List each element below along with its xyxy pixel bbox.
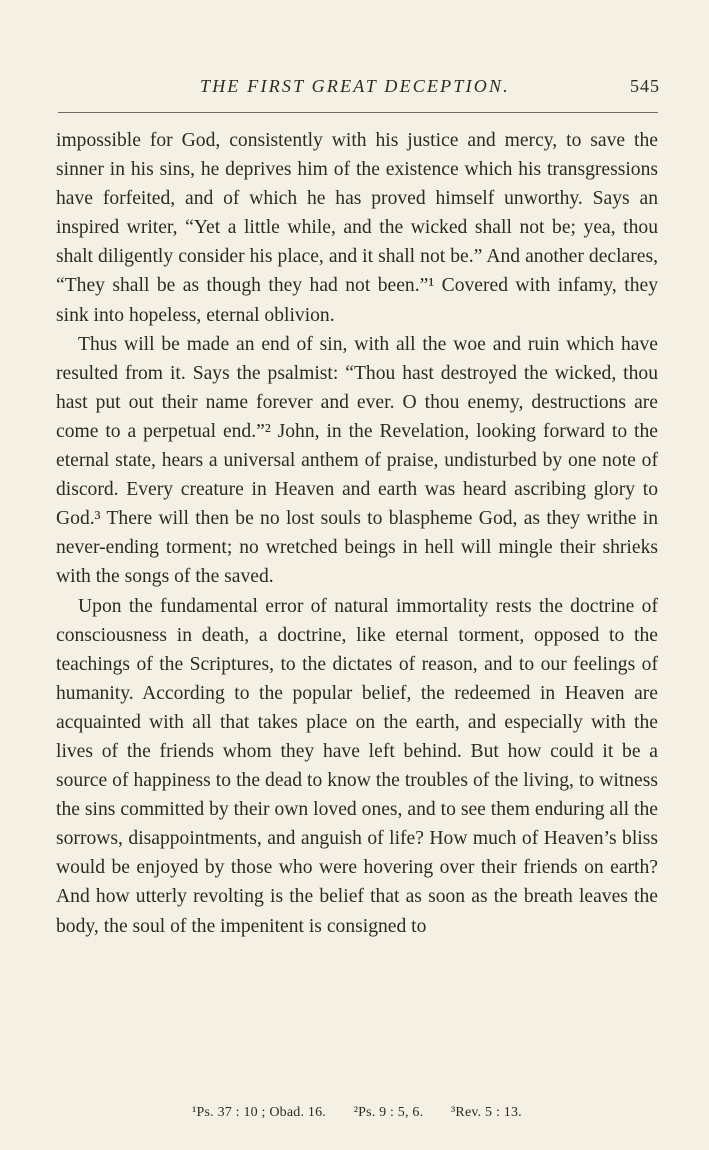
- paragraph-2: Thus will be made an end of sin, with all the woe and ruin which have resulted from it. Says the psalmist: “Thou hast destroyed the wicked, thou hast put out their name forever and ever. O thou enemy, destructions are come to a perpetual end.”² John, in the Revelation, looking forward to the eternal state, hears a universal anthem of praise, undisturbed by one note of discord. Every creature in Heaven and earth was heard ascribing glory to God.³ There will then be no lost souls to blaspheme God, as they writhe in never-ending torment; no wretched beings in hell will mingle their shrieks with the songs of the saved.: [56, 333, 658, 588]
- header-rule: [58, 112, 658, 113]
- body-text: [56, 126, 658, 941]
- footnote-2: ²Ps. 9 : 5, 6.: [353, 1105, 424, 1120]
- footnote-1: ¹Ps. 37 : 10 ; Obad. 16.: [192, 1105, 326, 1120]
- page-number: 545: [630, 76, 660, 96]
- paragraph-1: impossible for God, consistently with his justice and mercy, to save the sinner in his sins, he deprives him of the existence which his transgressions have forfeited, and of which he has proved himself unworthy. Says an inspired writer, “Yet a little while, and the wicked shall not be; yea, thou shalt diligently consider his place, and it shall not be.” And another declares, “They shall be as though they had not been.”¹ Covered with infamy, they sink into hopeless, eternal oblivion.: [56, 130, 658, 326]
- paragraph-3: Upon the fundamental error of natural immortality rests the doctrine of consciousness in death, a doctrine, like eternal torment, opposed to the teachings of the Scriptures, to the dictates of reason, and to our feelings of humanity. According to the popular belief, the redeemed in Heaven are acquainted with all that takes place on the earth, and especially with the lives of the friends whom they have left behind. But how could it be a source of happiness to the dead to know the troubles of the living, to witness the sins committed by their own loved ones, and to see them enduring all the sorrows, disappointments, and anguish of life? How much of Heaven’s bliss would be enjoyed by those who were hovering over their friends on earth? And how utterly revolting is the belief that as soon as the breath leaves the body, the soul of the impenitent is consigned to: [56, 595, 658, 937]
- footnote-3: ³Rev. 5 : 13.: [451, 1105, 522, 1120]
- running-title: THE FIRST GREAT DECEPTION.: [200, 76, 510, 96]
- footnotes: [56, 1105, 658, 1121]
- page-header: [56, 76, 660, 106]
